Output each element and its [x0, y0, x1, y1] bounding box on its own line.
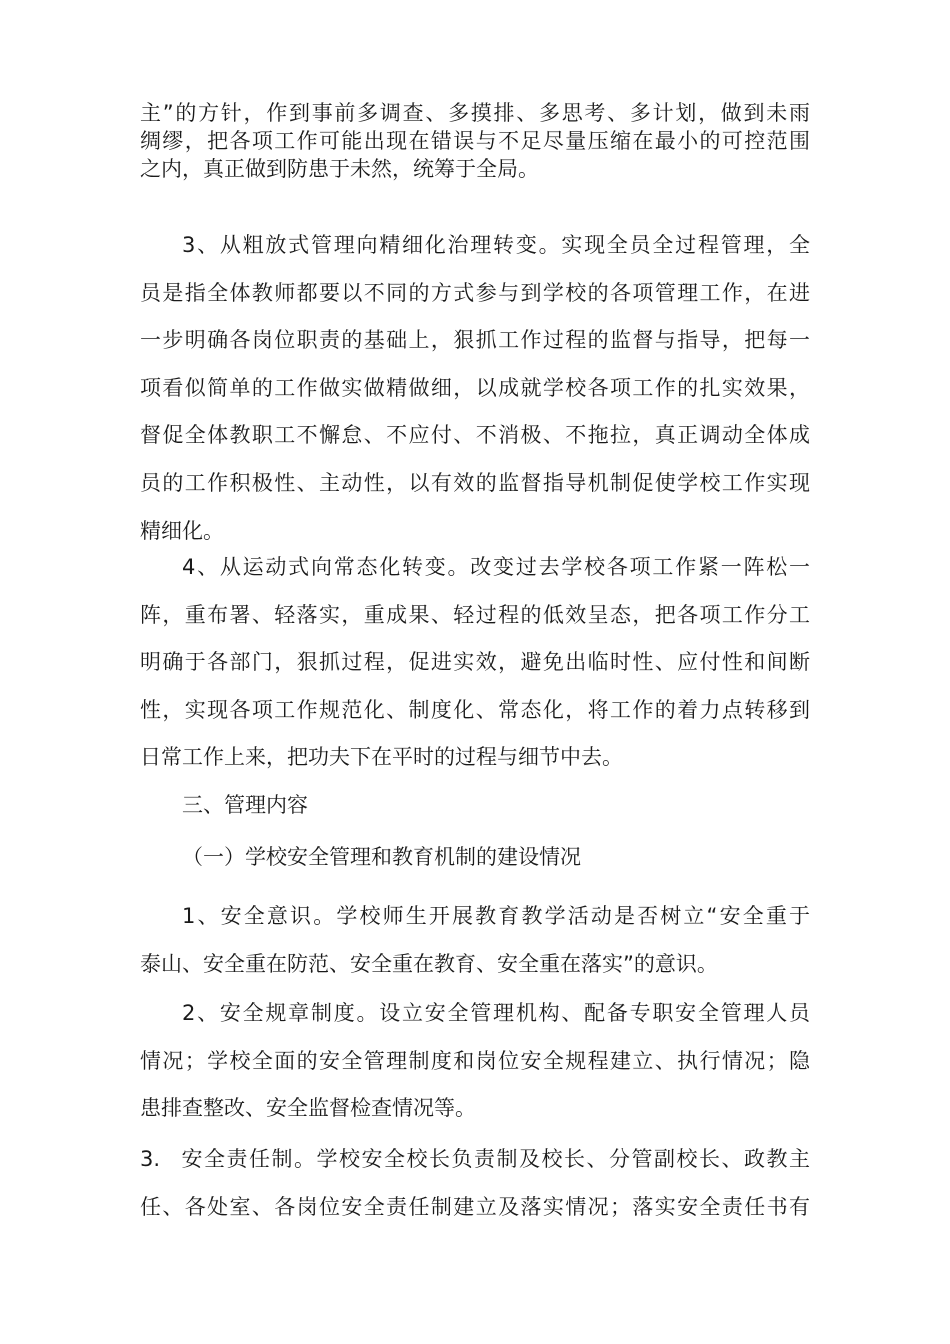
paragraph-continuation — [140, 99, 810, 183]
paragraph-item-1 — [140, 893, 810, 988]
text-line: 泰山、安全重在防范、安全重在教育、安全重在落实”的意识。 — [140, 951, 718, 976]
text-line: 之内，真正做到防患于未然，统筹于全局。 — [140, 157, 539, 181]
text-line: 2、安全规章制度。设立安全管理机构、配备专职安全管理人员 — [182, 1001, 810, 1025]
text-line: 一步明确各岗位职责的基础上，狠抓工作过程的监督与指导，把每一 — [140, 328, 810, 353]
paragraph-item-3 — [140, 222, 810, 555]
text-line: 性，实现各项工作规范化、制度化、常态化，将工作的着力点转移到 — [140, 697, 810, 722]
list-number: 3. — [140, 1147, 161, 1171]
text-line: 3、从粗放式管理向精细化治理转变。实现全员全过程管理，全 — [182, 233, 810, 257]
section-heading — [140, 790, 810, 820]
text-line: 情况；学校全面的安全管理制度和岗位安全规程建立、执行情况；隐 — [140, 1048, 810, 1073]
text-line: 阵，重布署、轻落实，重成果、轻过程的低效呈态，把各项工作分工 — [140, 602, 810, 627]
text-line: 项看似简单的工作做实做精做细，以成就学校各项工作的扎实效果， — [140, 375, 810, 400]
text-line: 患排查整改、安全监督检查情况等。 — [140, 1096, 476, 1121]
text-line: 明确于各部门，狠抓过程，促进实效，避免出临时性、应付性和间断 — [140, 650, 810, 675]
heading-text: （一）学校安全管理和教育机制的建设情况 — [182, 845, 581, 869]
paragraph-item-4 — [140, 544, 810, 782]
paragraph-item-2 — [140, 990, 810, 1133]
paragraph-item-3-responsibility — [140, 1136, 810, 1231]
heading-text: 三、管理内容 — [182, 793, 308, 817]
text-line: 督促全体教职工不懈怠、不应付、不消极、不拖拉，真正调动全体成 — [140, 423, 810, 448]
text-line: 任、各处室、各岗位安全责任制建立及落实情况；落实安全责任书有 — [140, 1194, 810, 1219]
text-line: 员是指全体教师都要以不同的方式参与到学校的各项管理工作，在进 — [140, 280, 810, 305]
text-line: 绸缪，把各项工作可能出现在错误与不足尽量压缩在最小的可控范围 — [140, 129, 810, 153]
text-line: 日常工作上来，把功夫下在平时的过程与细节中去。 — [140, 745, 623, 770]
text-line: 1、安全意识。学校师生开展教育教学活动是否树立“安全重于 — [182, 904, 810, 928]
text-line: 精细化。 — [140, 518, 224, 543]
text-line: 员的工作积极性、主动性，以有效的监督指导机制促使学校工作实现 — [140, 470, 810, 495]
text-line — [140, 1136, 810, 1184]
text-line: 主”的方针，作到事前多调查、多摸排、多思考、多计划，做到未雨 — [140, 101, 810, 125]
text-line: 4、从运动式向常态化转变。改变过去学校各项工作紧一阵松一 — [182, 555, 810, 579]
subsection-heading — [140, 842, 810, 872]
text-line-content: 安全责任制。学校安全校长负责制及校长、分管副校长、政教主 — [180, 1147, 810, 1171]
